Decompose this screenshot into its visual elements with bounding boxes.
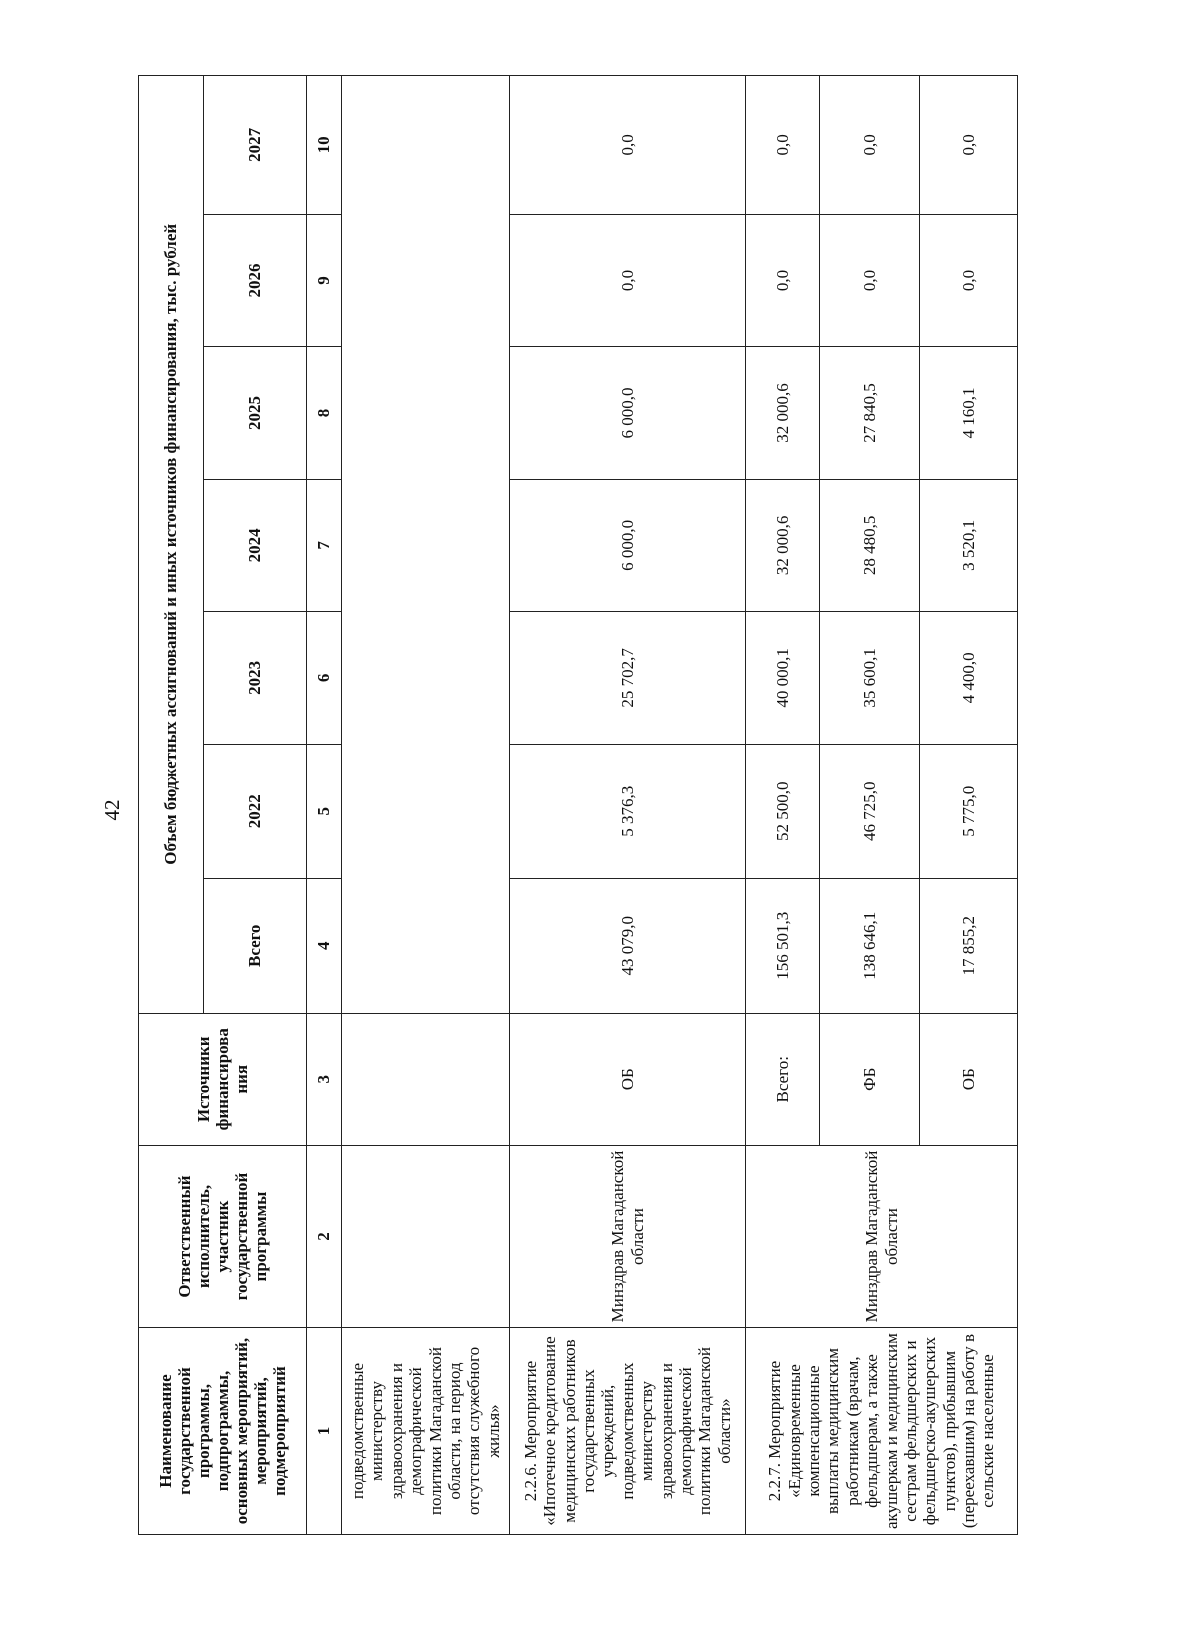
row-executor: Минздрав Магаданской области <box>746 1145 1018 1327</box>
header-group-funding: Объем бюджетных ассигнований и иных источников финансирования, тыс. рублей <box>139 76 204 1014</box>
row-source: ОБ <box>510 1013 746 1145</box>
col-number: 7 <box>307 479 342 611</box>
value-2023: 4 400,0 <box>920 612 1018 744</box>
value-2022: 5 775,0 <box>920 744 1018 879</box>
row-name: подведомственные министерству здравоохранения и демографической политики Магаданской области, на период отсутствия служебного жилья» <box>342 1328 510 1535</box>
col-number: 4 <box>307 879 342 1014</box>
col-number: 9 <box>307 214 342 346</box>
value-2026: 0,0 <box>746 214 820 346</box>
page-number: 42 <box>100 799 124 821</box>
col-number: 1 <box>307 1328 342 1535</box>
value-2025: 4 160,1 <box>920 347 1018 479</box>
col-number: 10 <box>307 76 342 215</box>
value-2024: 28 480,5 <box>820 479 920 611</box>
value-2022: 52 500,0 <box>746 744 820 879</box>
value-total: 17 855,2 <box>920 879 1018 1014</box>
col-number: 3 <box>307 1013 342 1145</box>
row-source: ФБ <box>820 1013 920 1145</box>
row-source <box>342 1013 510 1145</box>
value-2022: 5 376,3 <box>510 744 746 879</box>
row-source: Всего: <box>746 1013 820 1145</box>
value-2024: 6 000,0 <box>510 479 746 611</box>
col-number: 8 <box>307 347 342 479</box>
budget-table <box>138 75 1018 1535</box>
header-col-source: Источники финансирова ния <box>139 1013 307 1145</box>
value-2023: 25 702,7 <box>510 612 746 744</box>
value-2027: 0,0 <box>820 76 920 215</box>
header-year-2025: 2025 <box>204 347 307 479</box>
table-row <box>746 76 820 1535</box>
value-2025: 6 000,0 <box>510 347 746 479</box>
table-row <box>342 76 510 1535</box>
header-year-2024: 2024 <box>204 479 307 611</box>
value-2025: 27 840,5 <box>820 347 920 479</box>
header-year-2027: 2027 <box>204 76 307 215</box>
value-total: 43 079,0 <box>510 879 746 1014</box>
value-2027: 0,0 <box>510 76 746 215</box>
row-name: 2.2.7. Мероприятие «Единовременные компенсационные выплаты медицинским работникам (врачам, фельдшерам, а также акушеркам и медицинским сестрам фельдшерских и фельдшерско-акушерских пунктов), прибывшим (переехавшим) на работу в сельские населенные <box>746 1328 1018 1535</box>
value-2026: 0,0 <box>820 214 920 346</box>
col-number: 2 <box>307 1145 342 1327</box>
value-2026: 0,0 <box>510 214 746 346</box>
value-2027: 0,0 <box>746 76 820 215</box>
header-year-2023: 2023 <box>204 612 307 744</box>
value-total: 156 501,3 <box>746 879 820 1014</box>
col-number: 5 <box>307 744 342 879</box>
table-row <box>510 76 746 1535</box>
header-year-2026: 2026 <box>204 214 307 346</box>
value-2023: 40 000,1 <box>746 612 820 744</box>
column-number-row <box>307 76 342 1535</box>
value-2027: 0,0 <box>920 76 1018 215</box>
col-number: 6 <box>307 612 342 744</box>
row-executor <box>342 1145 510 1327</box>
row-source: ОБ <box>920 1013 1018 1145</box>
value-2025: 32 000,6 <box>746 347 820 479</box>
value-2024: 3 520,1 <box>920 479 1018 611</box>
row-name: 2.2.6. Мероприятие «Ипотечное кредитование медицинских работников государственных учреждений, подведомственных министерству здравоохранения и демографической политики Магаданской области» <box>510 1328 746 1535</box>
header-col-name: Наименование государственной программы, подпрограммы, основных мероприятий, мероприятий, подмероприятий <box>139 1328 307 1535</box>
rotated-table-container <box>138 75 1018 1535</box>
row-values-empty <box>342 76 510 1014</box>
value-2023: 35 600,1 <box>820 612 920 744</box>
value-2024: 32 000,6 <box>746 479 820 611</box>
header-year-total: Всего <box>204 879 307 1014</box>
header-year-2022: 2022 <box>204 744 307 879</box>
header-col-executor: Ответственный исполнитель, участник государственной программы <box>139 1145 307 1327</box>
row-executor: Минздрав Магаданской области <box>510 1145 746 1327</box>
value-total: 138 646,1 <box>820 879 920 1014</box>
value-2026: 0,0 <box>920 214 1018 346</box>
value-2022: 46 725,0 <box>820 744 920 879</box>
